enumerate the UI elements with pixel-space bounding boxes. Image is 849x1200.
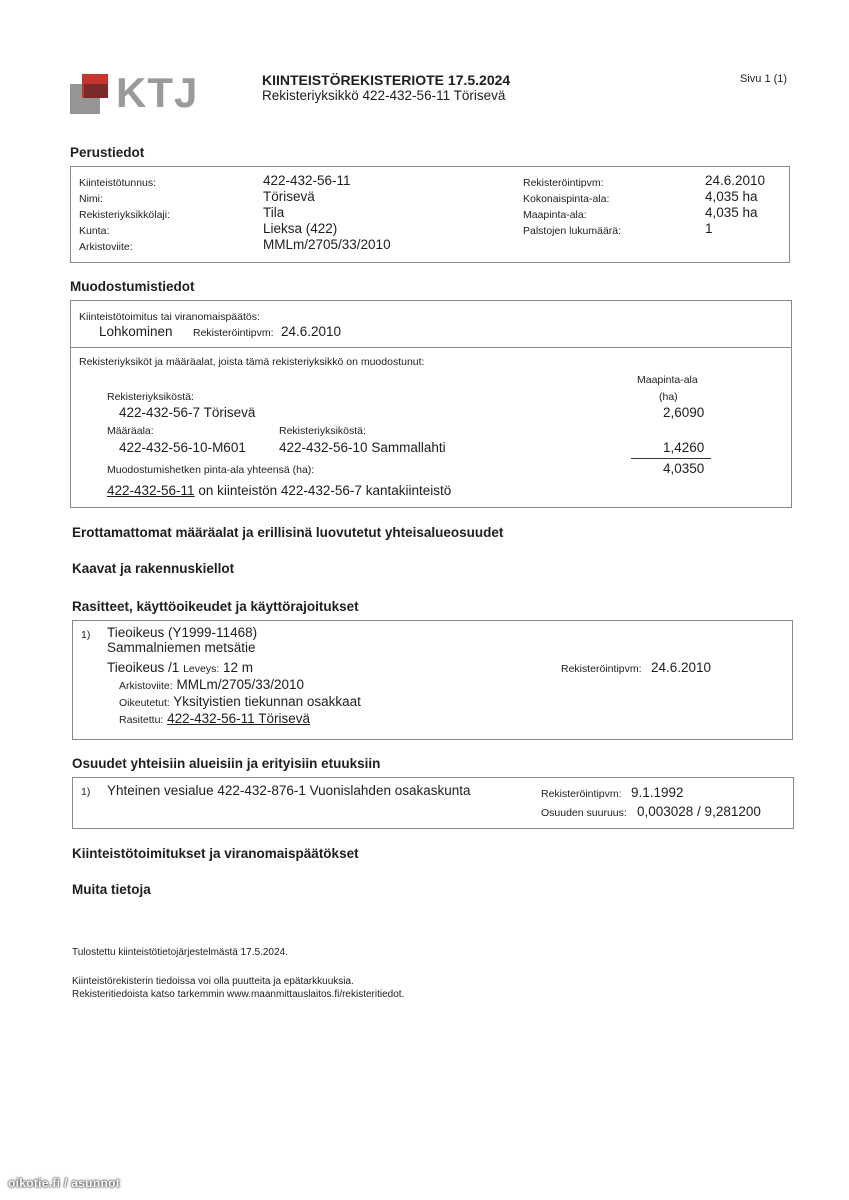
perustiedot-box: [70, 166, 790, 263]
total-value: 4,0350: [663, 461, 705, 476]
share-value: 0,003028 / 9,281200: [637, 804, 761, 819]
field-value: 4,035 ha: [705, 205, 758, 220]
ha-header: (ha): [659, 391, 678, 403]
field-value: 422-432-56-11: [263, 173, 351, 188]
maapinta-header: Maapinta-ala: [637, 374, 698, 386]
field-value: Lieksa (422): [263, 221, 338, 236]
area-value: 1,4260: [663, 440, 705, 455]
leveys-label: Leveys:: [183, 663, 220, 675]
rasitettu-line: [119, 711, 310, 726]
osuus-value: Yhteinen vesialue 422-432-876-1 Vuonislahden osakaskunta: [107, 783, 471, 798]
toimitus-label: Kiinteistötoimitus tai viranomaispäätös:: [79, 311, 260, 323]
section-title-kaavat: Kaavat ja rakennuskiellot: [72, 561, 235, 576]
section-title-muodostumistiedot: Muodostumistiedot: [70, 279, 195, 294]
toimitus-value: Lohkominen: [99, 324, 173, 339]
field-label: Kokonaispinta-ala:: [523, 193, 610, 205]
field-label: Rekisteriyksikkölaji:: [79, 209, 171, 221]
section-title-muita: Muita tietoja: [72, 882, 151, 897]
area-value: 2,6090: [663, 405, 705, 420]
footer-note: Kiinteistörekisterin tiedoissa voi olla puutteita ja epätarkkuuksia.: [72, 976, 354, 987]
section-title-toimitukset: Kiinteistötoimitukset ja viranomaispäätökset: [72, 846, 359, 861]
field-value: Törisevä: [263, 189, 315, 204]
field-label: Kiinteistötunnus:: [79, 177, 157, 189]
field-value: Tila: [263, 205, 285, 220]
reg-date-value: 24.6.2010: [281, 324, 342, 339]
field-label: Maapinta-ala:: [523, 209, 587, 221]
logo-text: KTJ: [116, 69, 199, 116]
field-label: Arkistoviite:: [79, 241, 133, 253]
footer-printed: Tulostettu kiinteistötietojärjestelmästä 17.5.2024.: [72, 947, 288, 958]
field-value: 1: [705, 221, 713, 236]
from-value: 422-432-56-7 Törisevä: [119, 405, 256, 420]
leveys-value: 12 m: [223, 660, 254, 675]
type-value: Tieoikeus /1: [107, 660, 180, 675]
field-value: 4,035 ha: [705, 189, 758, 204]
rasite-name: Tieoikeus (Y1999-11468): [107, 625, 258, 640]
divider: [71, 347, 791, 348]
oikeutetut-value: Yksityistien tiekunnan osakkaat: [173, 694, 361, 709]
section-title-erottamattomat: Erottamattomat määräalat ja erillisinä luovutetut yhteisalueosuudet: [72, 525, 504, 540]
field-label: Nimi:: [79, 193, 103, 205]
kanta-link[interactable]: 422-432-56-11: [107, 483, 195, 498]
field-label: Rekisteröintipvm:: [523, 177, 604, 189]
kantakiinteisto-line: [107, 483, 451, 498]
maaraala-value: 422-432-56-10-M601: [119, 440, 246, 455]
field-value: MMLm/2705/33/2010: [263, 237, 391, 252]
muodostumistiedot-box: [70, 300, 792, 508]
watermark: oikotie.fi / asunnot: [8, 1176, 121, 1190]
rasitteet-box: [72, 620, 793, 740]
arkisto-line: [119, 677, 304, 692]
total-label: Muodostumishetken pinta-ala yhteensä (ha):: [107, 464, 315, 476]
rasite-type: [107, 660, 253, 675]
field-label: Kunta:: [79, 225, 110, 237]
section-title-perustiedot: Perustiedot: [70, 145, 145, 160]
osuudet-box: [72, 777, 794, 829]
kanta-text: on kiinteistön 422-432-56-7 kantakiinteistö: [194, 483, 452, 498]
ktj-logo: [70, 69, 199, 116]
arkisto-label: Arkistoviite:: [119, 680, 173, 692]
maaraala-label: Määräala:: [107, 425, 154, 437]
from-label: Rekisteriyksiköstä:: [107, 391, 194, 403]
field-label: Palstojen lukumäärä:: [523, 225, 622, 237]
page-number: Sivu 1 (1): [740, 73, 788, 85]
document-subtitle: Rekisteriyksikkö 422-432-56-11 Törisevä: [262, 88, 506, 103]
section-title-osuudet: Osuudet yhteisiin alueisiin ja erityisiin etuuksiin: [72, 756, 381, 771]
item-number: 1): [81, 629, 91, 641]
oikeutetut-label: Oikeutetut:: [119, 697, 170, 709]
from-label: Rekisteriyksiköstä:: [279, 425, 366, 437]
field-value: 24.6.2010: [705, 173, 766, 188]
footer-note: Rekisteritiedoista katso tarkemmin www.maanmittauslaitos.fi/rekisteritiedot.: [72, 989, 405, 1000]
reg-date-label: Rekisteröintipvm:: [541, 788, 622, 800]
rasitettu-label: Rasitettu:: [119, 714, 164, 726]
rasitettu-link[interactable]: 422-432-56-11 Törisevä: [167, 711, 310, 726]
reg-date-label: Rekisteröintipvm:: [561, 663, 642, 675]
document-title: KIINTEISTÖREKISTERIOTE 17.5.2024: [262, 72, 511, 88]
sum-rule: [631, 458, 711, 459]
arkisto-value: MMLm/2705/33/2010: [176, 677, 305, 692]
reg-date-value: 24.6.2010: [651, 660, 712, 675]
section-title-rasitteet: Rasitteet, käyttöoikeudet ja käyttörajoitukset: [72, 599, 359, 614]
from-value: 422-432-56-10 Sammallahti: [279, 440, 446, 455]
reg-date-value: 9.1.1992: [631, 785, 684, 800]
reg-date-label: Rekisteröintipvm:: [193, 327, 274, 339]
share-label: Osuuden suuruus:: [541, 807, 627, 819]
oikeutetut-line: [119, 694, 361, 709]
yksikot-label: Rekisteriyksiköt ja määräalat, joista tämä rekisteriyksikkö on muodostunut:: [79, 356, 425, 368]
rasite-sub: Sammalniemen metsätie: [107, 640, 256, 655]
item-number: 1): [81, 786, 91, 798]
